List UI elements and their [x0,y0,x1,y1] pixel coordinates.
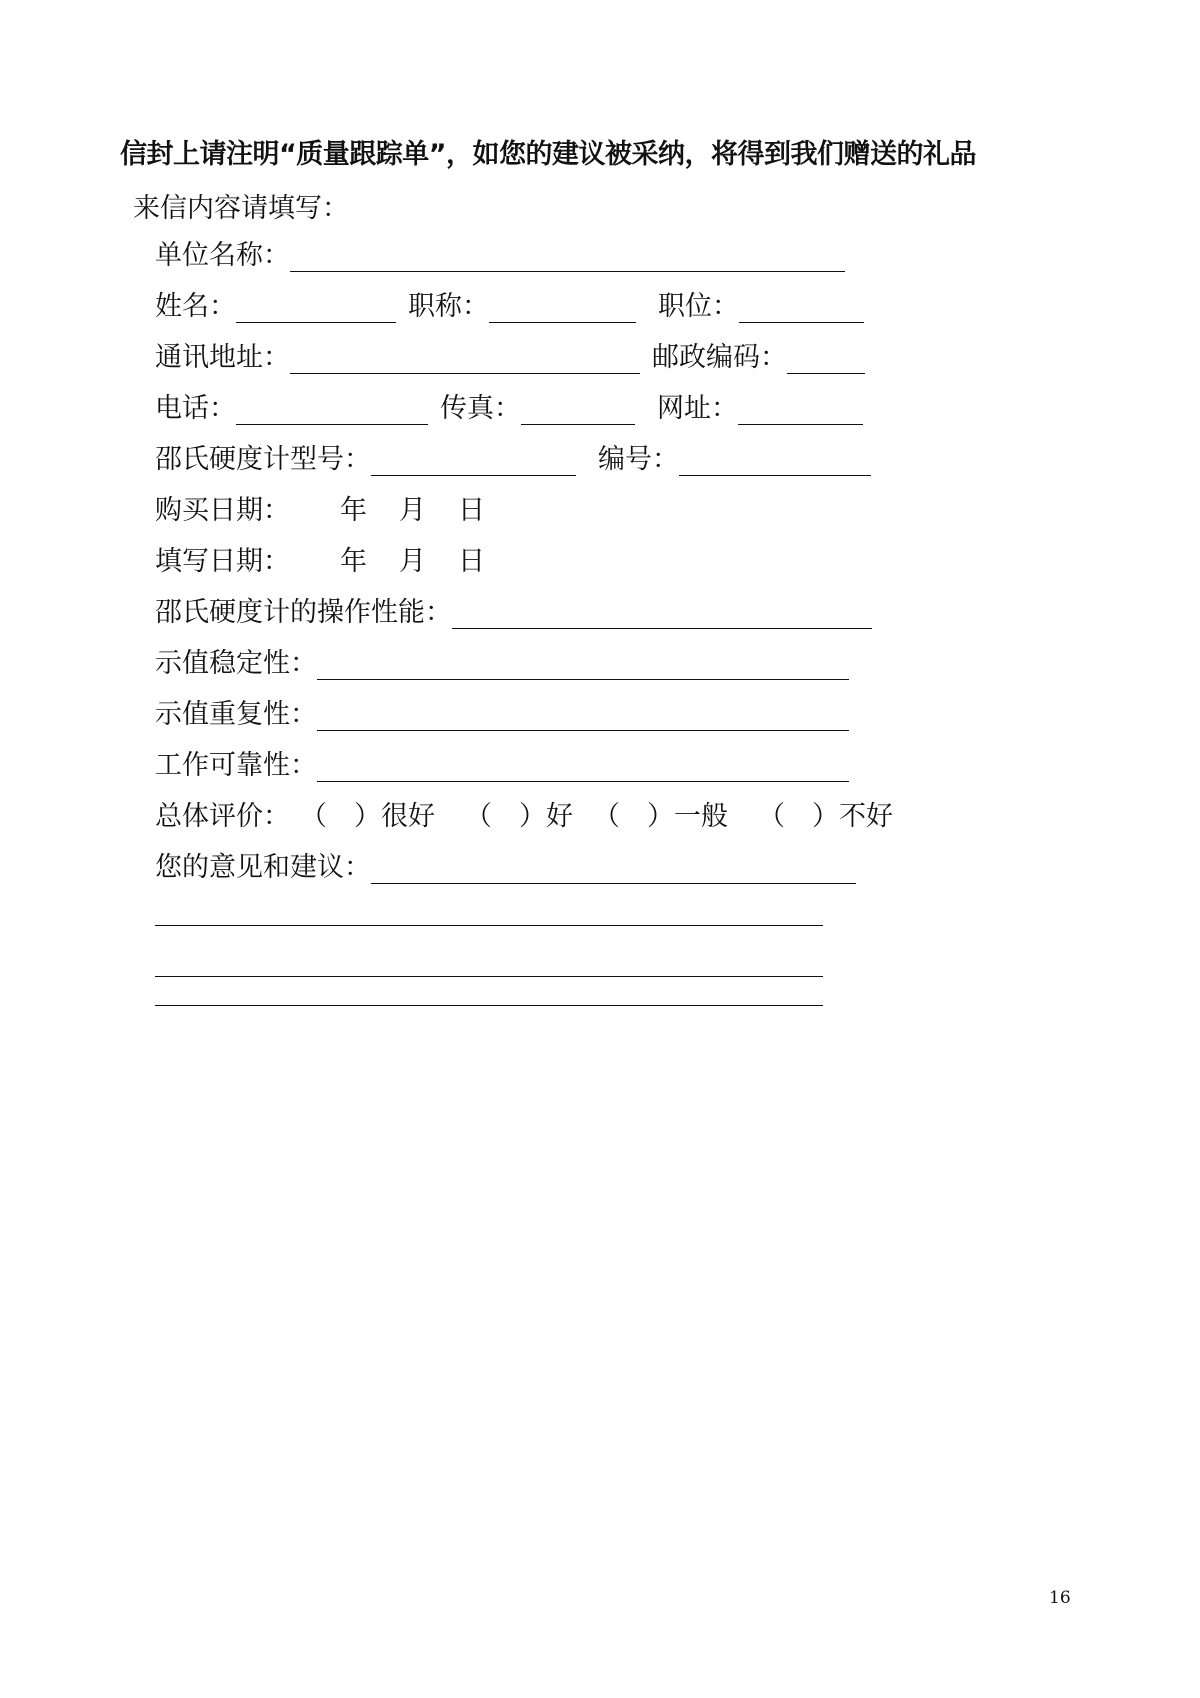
fax-label: 传真： [440,393,521,424]
rating-very-good-label: 很好 [381,801,435,832]
row-operation [155,589,872,629]
page-number: 16 [1049,1588,1071,1608]
operation-field[interactable] [452,598,872,629]
reliability-field[interactable] [317,751,849,782]
overall-label: 总体评价： [155,801,290,832]
row-phone-fax-website [155,385,863,425]
model-field[interactable] [371,445,576,476]
reliability-label: 工作可靠性： [155,750,317,781]
form-heading: 信封上请注明“质量跟踪单”，如您的建议被采纳，将得到我们赠送的礼品 [120,139,976,170]
rating-good-checkbox[interactable]: （ ） [465,801,546,832]
name-field[interactable] [236,292,396,323]
serial-label: 编号： [598,444,679,475]
fill-day: 日 [458,546,485,577]
rating-very-good-checkbox[interactable]: （ ） [300,801,381,832]
postcode-field[interactable] [787,343,865,374]
repeatability-field[interactable] [317,700,849,731]
rating-bad-checkbox[interactable]: （ ） [758,801,839,832]
postcode-label: 邮政编码： [652,342,787,373]
address-label: 通讯地址： [155,342,290,373]
suggestions-line-3[interactable] [155,1005,823,1006]
purchase-day: 日 [458,495,485,526]
phone-field[interactable] [236,394,428,425]
rating-average-label: 一般 [674,801,728,832]
row-address-postcode [155,334,865,374]
row-reliability [155,742,849,782]
suggestions-field[interactable] [371,853,856,884]
suggestions-line-2[interactable] [155,976,823,977]
row-overall-rating [155,793,893,833]
serial-field[interactable] [679,445,871,476]
fill-date-label: 填写日期： [155,546,290,577]
fax-field[interactable] [521,394,635,425]
website-field[interactable] [738,394,863,425]
intro-text: 来信内容请填写： [133,193,349,224]
row-suggestions [155,844,856,884]
rating-good-label: 好 [546,801,573,832]
operation-label: 邵氏硬度计的操作性能： [155,597,452,628]
row-purchase-date [155,487,485,527]
phone-label: 电话： [155,393,236,424]
purchase-month: 月 [399,495,426,526]
unit-name-label: 单位名称： [155,240,290,271]
rating-average-checkbox[interactable]: （ ） [593,801,674,832]
model-label: 邵氏硬度计型号： [155,444,371,475]
suggestions-line-1[interactable] [155,925,823,926]
suggestions-label: 您的意见和建议： [155,852,371,883]
website-label: 网址： [657,393,738,424]
fill-month: 月 [399,546,426,577]
row-fill-date [155,538,485,578]
name-label: 姓名： [155,291,236,322]
title-field[interactable] [489,292,636,323]
row-model-serial [155,436,871,476]
row-repeatability [155,691,849,731]
stability-field[interactable] [317,649,849,680]
row-stability [155,640,849,680]
rating-bad-label: 不好 [839,801,893,832]
unit-name-field[interactable] [290,241,845,272]
repeatability-label: 示值重复性： [155,699,317,730]
position-label: 职位： [658,291,739,322]
fill-year: 年 [340,546,367,577]
position-field[interactable] [739,292,864,323]
stability-label: 示值稳定性： [155,648,317,679]
row-unit-name [155,232,845,272]
purchase-date-label: 购买日期： [155,495,290,526]
purchase-year: 年 [340,495,367,526]
address-field[interactable] [290,343,640,374]
title-label: 职称： [408,291,489,322]
row-name-title-position [155,283,864,323]
